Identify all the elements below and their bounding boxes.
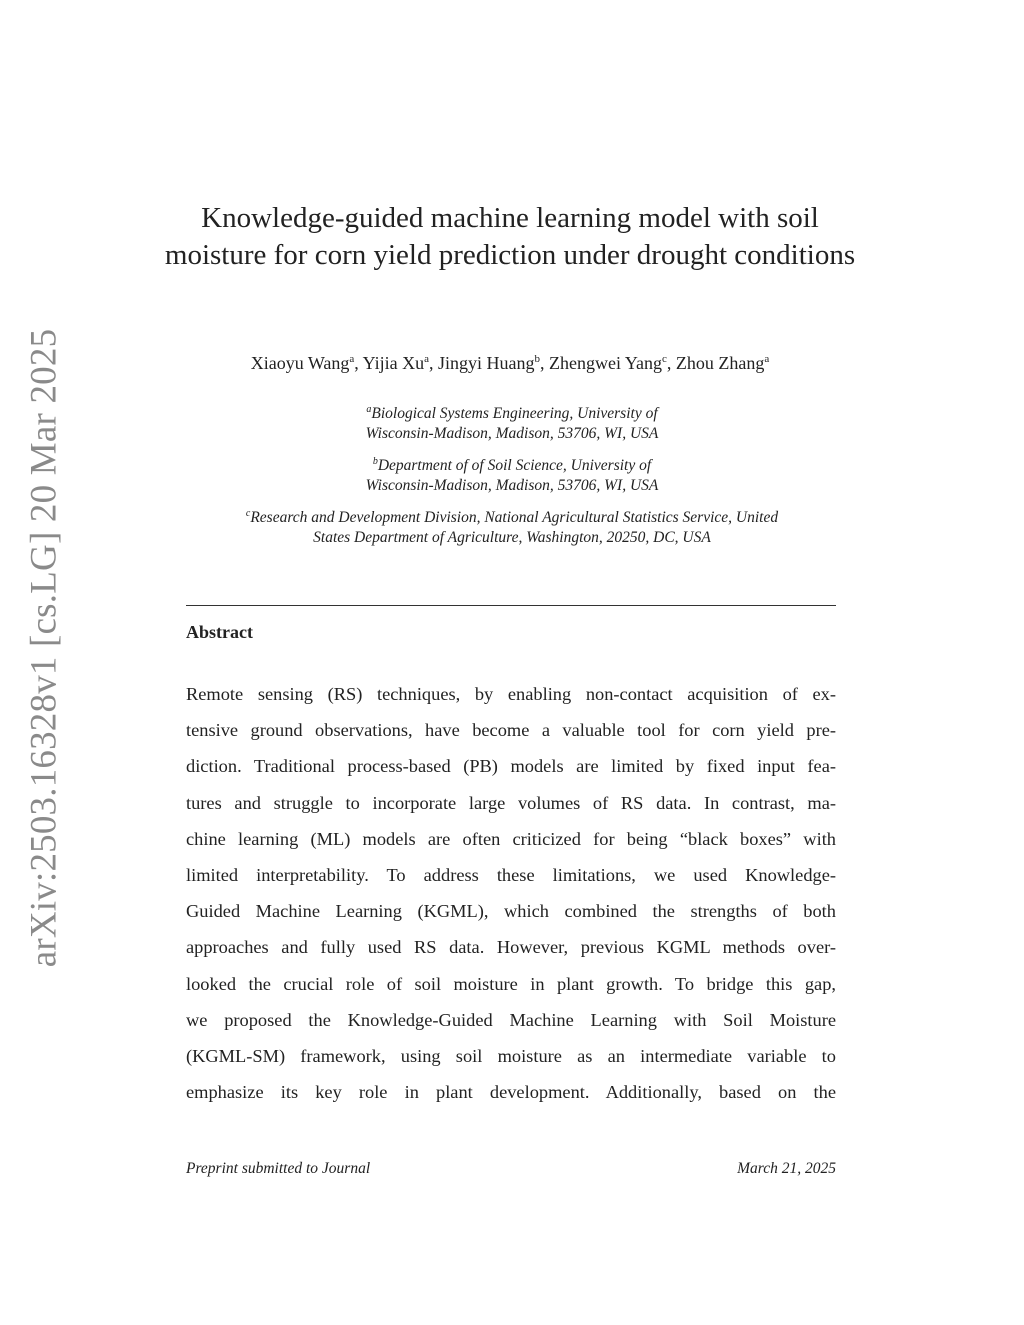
- abstract-line: diction. Traditional process-based (PB) models are limited by fixed input fea-: [186, 756, 836, 777]
- affiliation-line: States Department of Agriculture, Washington, 20250, DC, USA: [313, 529, 711, 546]
- abstract-text: [186, 676, 836, 1110]
- footer-date: March 21, 2025: [737, 1160, 836, 1177]
- affiliation-line: Biological Systems Engineering, University of: [371, 405, 658, 422]
- affiliation-line: Wisconsin-Madison, Madison, 53706, WI, USA: [365, 477, 659, 494]
- author-affil-mark: a: [764, 353, 770, 365]
- author-name: Zhengwei Yang: [549, 353, 663, 373]
- author-name: Jingyi Huang: [438, 353, 535, 373]
- author-affil-mark: a: [349, 353, 355, 365]
- abstract-line: Remote sensing (RS) techniques, by enabling non-contact acquisition of ex-: [186, 684, 836, 704]
- author-affil-mark: c: [662, 353, 667, 365]
- author-list: Xiaoyu Wang$^a$, Yijia Xu$^a$, Jingyi Huang$^b$, Zhengwei Yang$^c$, Zhou Zhang$^a$: [250, 353, 770, 373]
- affiliation-mark: b: [372, 455, 378, 467]
- affiliation-mark: a: [366, 403, 372, 415]
- affiliation-line: Department of of Soil Science, University of: [377, 457, 652, 474]
- affiliation-a: [262, 404, 762, 444]
- paper-title: Knowledge-guided machine learning model with soil moisture for corn yield prediction under drought conditions: [164, 202, 856, 271]
- arxiv-identifier: arXiv:2503.16328v1 [cs.LG] 20 Mar 2025: [23, 328, 65, 968]
- footer-journal-note: Preprint submitted to Journal: [186, 1160, 371, 1177]
- abstract-line: tensive ground observations, have become a valuable tool for corn yield pre-: [186, 720, 836, 741]
- author-name: Xiaoyu Wang: [250, 353, 350, 373]
- section-divider: [186, 605, 836, 606]
- affiliation-line: Research and Development Division, National Agricultural Statistics Service, United: [250, 509, 779, 526]
- abstract-heading: Abstract: [186, 622, 253, 642]
- author-affil-mark: b: [534, 353, 541, 365]
- affiliation-line: Wisconsin-Madison, Madison, 53706, WI, USA: [365, 425, 659, 442]
- abstract-line: chine learning (ML) models are often criticized for being “black boxes” with: [186, 828, 836, 849]
- abstract-line: Guided Machine Learning (KGML), which combined the strengths of both: [186, 901, 836, 922]
- author-name: Yijia Xu: [362, 353, 425, 373]
- abstract-line: looked the crucial role of soil moisture in plant growth. To bridge this gap,: [186, 973, 836, 994]
- author-name: Zhou Zhang: [675, 353, 765, 373]
- abstract-line: emphasize its key role in plant development. Additionally, based on the: [186, 1082, 836, 1103]
- affiliation-b: [262, 456, 762, 496]
- abstract-line: tures and struggle to incorporate large volumes of RS data. In contrast, ma-: [186, 792, 836, 813]
- abstract-line: (KGML-SM) framework, using soil moisture as an intermediate variable to: [186, 1046, 836, 1067]
- abstract-line: limited interpretability. To address these limitations, we used Knowledge-: [186, 865, 836, 886]
- affiliation-c: [150, 508, 874, 548]
- abstract-line: approaches and fully used RS data. However, previous KGML methods over-: [186, 937, 836, 958]
- affiliation-mark: c: [245, 507, 251, 519]
- abstract-line: we proposed the Knowledge-Guided Machine Learning with Soil Moisture: [186, 1009, 836, 1030]
- author-affil-mark: a: [424, 353, 430, 365]
